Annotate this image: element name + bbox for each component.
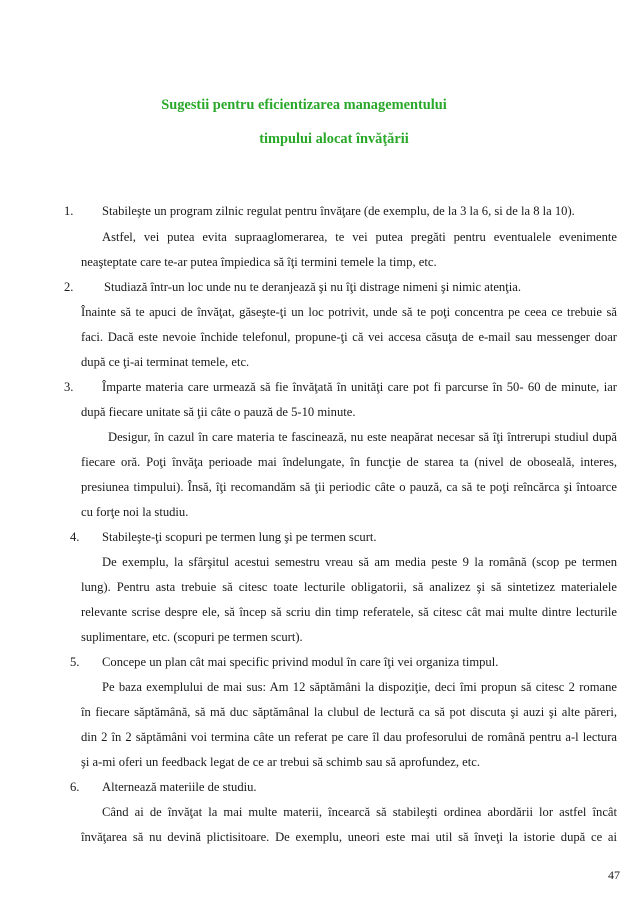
- item-heading: Studiază într-un loc unde nu te deranjează şi nu îţi distrage nimeni şi nimic atenţia.: [104, 280, 521, 294]
- paragraph-line: învăţarea să nu devină plictisitoare. De exemplu, uneori este mai util să înveţi la istorie după ce ai: [81, 830, 617, 844]
- paragraph-line: fiecare oră. Poţi învăţa perioade mai îndelungate, în funcţie de starea ta (nivel de oboseală, interes,: [81, 455, 617, 469]
- paragraph-line: neaşteptate care te-ar putea împiedica să îţi termini temele la timp, etc.: [81, 255, 437, 269]
- paragraph-line: Desigur, în cazul în care materia te fascinează, nu este neapărat necesar să îţi întrerupi studiul după: [108, 430, 617, 444]
- item-number: 4.: [70, 530, 80, 544]
- document-title-line-1: Sugestii pentru eficientizarea managementului: [161, 97, 447, 113]
- paragraph-line: faci. Dacă este nevoie închide telefonul, propune-ţi că vei accesa căsuţa de e-mail sau messenger doar: [81, 330, 617, 344]
- paragraph-line: relevante scrise despre ele, să încep să scriu din timp referatele, să citesc cât mai multe dintre lecturile: [81, 605, 617, 619]
- item-number: 3.: [64, 380, 74, 394]
- paragraph-line: Pe baza exemplului de mai sus: Am 12 săptămâni la dispoziţie, deci îmi propun să citesc 2 romane: [102, 680, 617, 694]
- paragraph-line: după ce ţi-ai terminat temele, etc.: [81, 355, 250, 369]
- paragraph-line: Înainte să te apuci de învăţat, găseşte-ţi un loc potrivit, unde să te poţi concentra pe ceea ce trebuie să: [81, 305, 617, 319]
- paragraph-line: Când ai de învăţat la mai multe materii, încearcă să stabileşti ordinea abordării lor astfel încât: [102, 805, 617, 819]
- paragraph-line: şi a-mi oferi un feedback legat de ce ar trebui să schimb sau să aprofundez, etc.: [81, 755, 480, 769]
- item-heading: Împarte materia care urmează să fie învăţată în unităţi care pot fi parcurse în 50- 60 de minute, iar: [102, 380, 617, 394]
- item-number: 1.: [64, 204, 74, 218]
- paragraph-line: De exemplu, la sfârşitul acestui semestru vreau să am media peste 9 la română (scop pe termen: [102, 555, 617, 569]
- paragraph-line: după fiecare unitate să ţii câte o pauză de 5-10 minute.: [81, 405, 356, 419]
- item-number: 5.: [70, 655, 80, 669]
- item-heading: Alternează materiile de studiu.: [102, 780, 257, 794]
- paragraph-line: cu forţe noi la studiu.: [81, 505, 189, 519]
- document-title-line-2: timpului alocat învăţării: [259, 131, 409, 147]
- page-number: 47: [608, 868, 620, 882]
- item-heading: Concepe un plan cât mai specific privind modul în care îţi vei organiza timpul.: [102, 655, 499, 669]
- paragraph-line: în fiecare săptămână, să mă duc săptămânal la clubul de lectură ca să pot discuta şi auzi şi alte păreri,: [81, 705, 617, 719]
- paragraph-line: presiunea timpului). Însă, îţi recomandăm să ţii periodic câte o pauză, ca să te poţi reîncărca şi întoarce: [81, 480, 617, 494]
- item-heading: Stabileşte un program zilnic regulat pentru învăţare (de exemplu, de la 3 la 6, si de la 8 la 10).: [102, 204, 575, 218]
- item-number: 6.: [70, 780, 80, 794]
- paragraph-line: din 2 în 2 săptămâni voi termina câte un referat pe care îl dau profesorului de română pentru a-l lectura: [81, 730, 617, 744]
- paragraph-line: lung). Pentru asta trebuie să citesc toate lecturile obligatorii, să analizez şi să sintetizez materialele: [81, 580, 617, 594]
- item-heading: Stabileşte-ţi scopuri pe termen lung şi pe termen scurt.: [102, 530, 377, 544]
- item-number: 2.: [64, 280, 74, 294]
- paragraph-line: Astfel, vei putea evita supraaglomerarea, te vei putea pregăti pentru eventualele evenimente: [102, 230, 617, 244]
- paragraph-line: suplimentare, etc. (scopuri pe termen scurt).: [81, 630, 303, 644]
